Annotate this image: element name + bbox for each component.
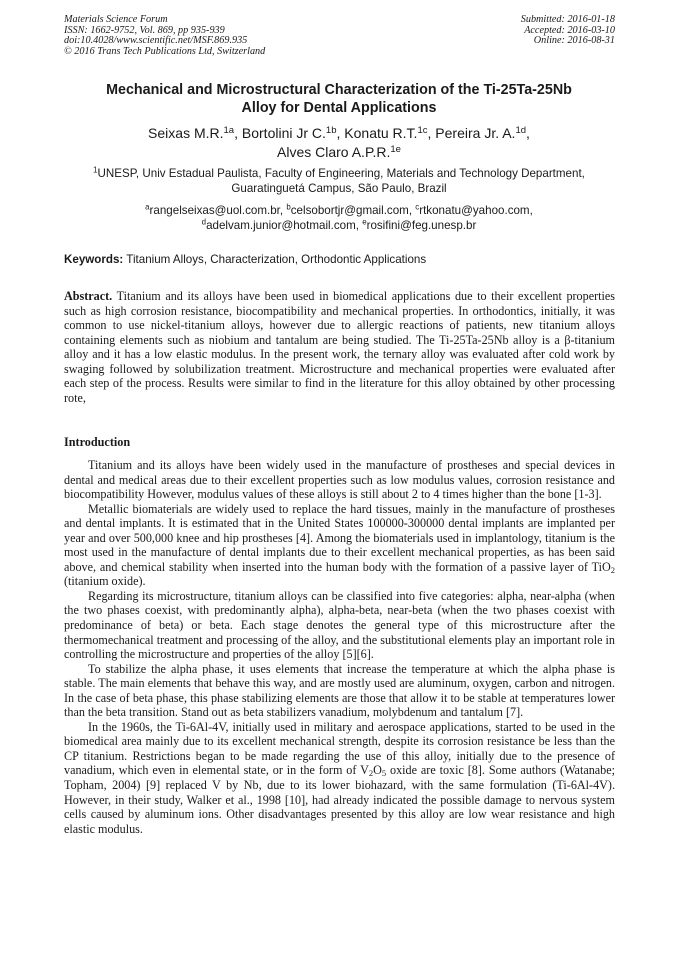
author-marker: 1b [325, 124, 337, 136]
abstract-text: Titanium and its alloys have been used in biomedical applications due to their excellent properties such as high corrosion resistance, biocompatibility and mechanical properties. In orthodontics, initially, it was common to use nickel-titanium alloys, however due to allergic reactions of patients, new titanium alloys containing elements such as niobium and tantalum are being studied. The Ti-25Ta-25Nb alloy is a β-titanium alloy and it has a low elastic modulus. In the present work, the ternary alloy was evaluated after cold work by swaging followed by solubilization treatment. Microstructure and mechanical properties were evaluated after each step of the process. Results were similar to find in the literature for this alloy obtained by other processing rote, [64, 289, 615, 405]
author-marker: 1d [515, 124, 527, 136]
journal-info [64, 15, 265, 57]
author-name: Seixas M.R. [148, 125, 224, 141]
email-separator: , [355, 219, 363, 232]
author-name: Alves Claro A.P.R. [277, 144, 391, 160]
author-name: Pereira Jr. A. [435, 125, 516, 141]
affiliation-line: Guaratinguetá Campus, São Paulo, Brazil [231, 182, 447, 195]
journal-copyright: © 2016 Trans Tech Publications Ltd, Switzerland [64, 45, 266, 57]
paper-title [64, 81, 614, 117]
paragraph-text: oxide are toxic [8]. Some authors (Watanabe; Topham, 2004) [9] replaced V by Nb, due to its lower biohazard, with the same formulation (Ti-6Al-4V). However, in their study, Walker et al., 1998 [10], had already indicated the possible damage to nervous system cells caused by aluminum ions. Other disadvantages presented by this alloy are low wear resistance and high elastic modulus. [64, 763, 615, 836]
affiliation-marker: 1 [93, 165, 98, 175]
subscript: 5 [381, 768, 387, 779]
journal-issn: ISSN: 1662-9752, Vol. 869, pp 935-939 [64, 24, 225, 36]
paper-title-line: Alloy for Dental Applications [241, 100, 437, 116]
submission-dates [521, 15, 615, 47]
email-address: rangelseixas@uol.com.br [149, 204, 280, 217]
paragraph [64, 720, 615, 836]
author-line [64, 124, 614, 143]
author-list [64, 124, 614, 162]
accepted-date: Accepted: 2016-03-10 [524, 24, 615, 36]
email-marker: d [201, 217, 207, 227]
author-name: Konatu R.T. [344, 125, 418, 141]
author-line [64, 143, 614, 162]
online-date: Online: 2016-08-31 [533, 35, 615, 47]
author-name: Bortolini Jr C. [241, 125, 326, 141]
journal-name: Materials Science Forum [64, 14, 168, 25]
email-separator: , [408, 204, 416, 217]
email-address: celsobortjr@gmail.com [290, 204, 409, 217]
section-heading-introduction: Introduction [64, 435, 131, 449]
abstract [64, 289, 615, 405]
author-separator: , [234, 125, 242, 141]
email-marker: c [415, 202, 420, 212]
paragraph [64, 502, 615, 589]
email-separator: , [529, 204, 533, 217]
email-address: rosifini@feg.unesp.br [366, 219, 477, 232]
subscript: 2 [610, 564, 615, 575]
email-address: rtkonatu@yahoo.com [419, 204, 530, 217]
email-line [64, 203, 614, 218]
paragraph-text: Metallic biomaterials are widely used to replace the hard tissues, mainly in the manufacture of prostheses and dental implants. It is estimated that in the United States 100000-300000 dental implants are implanted per year and over 500,000 knee and hip prostheses [4]. Among the biomaterials used in implantology, titanium is the most used in the manufacture of dental implants due to their excellent mechanical properties, as has been said above, and chemical stability when inserted into the human body with the formation of a passive layer of TiO [64, 501, 615, 574]
paper-title-line: Mechanical and Microstructural Characterization of the Ti-25Ta-25Nb [106, 82, 572, 98]
paragraph: Titanium and its alloys have been widely used in the manufacture of prostheses and special devices in dental and medical areas due to their excellent properties such as low modulus values, corrosion resistance and biocompatibility However, modulus values of these alloys is still about 2 to 4 times higher than the bone [1-3]. [64, 458, 615, 502]
email-marker: b [286, 202, 291, 212]
email-marker: e [362, 217, 367, 227]
email-line [64, 218, 614, 233]
author-marker: 1a [223, 124, 235, 136]
paragraph-text: (titanium oxide). [64, 574, 146, 589]
paragraph-text: In the 1960s, the Ti-6Al-4V, initially used in military and aerospace applications, started to be used in the biomedical area mainly due to its excellent mechanical strength, despite its corrosion resistance be less than the CP titanium. Restrictions began to be made regarding the use of this alloy, initially due to the presence of vanadium, which even in elemental state, or in the form of V [64, 719, 615, 778]
author-emails [64, 203, 614, 233]
author-separator: , [427, 125, 436, 141]
affiliation-text: UNESP, Univ Estadual Paulista, Faculty of Engineering, Materials and Technology Department, [97, 167, 585, 180]
keywords-label: Keywords: [64, 253, 124, 266]
paragraph-text: O [373, 763, 382, 778]
email-separator: , [279, 204, 287, 217]
keywords-text: Titanium Alloys, Characterization, Orthodontic Applications [126, 253, 427, 266]
journal-doi: doi:10.4028/www.scientific.net/MSF.869.935 [64, 35, 248, 47]
introduction-body [64, 458, 615, 836]
author-separator: , [336, 125, 345, 141]
paragraph: Regarding its microstructure, titanium alloys can be classified into five categories: alpha, near-alpha (when the two phases coexist, with predominantly alpha), alpha-beta, near-beta (when the two phases coexist with predominance of beta) or beta. Each stage denotes the general type of this microstructure after the thermomechanical treatment and processing of the alloy, and the substitutional elements play an important role in controlling the microstructure and properties of the alloy [5][6]. [64, 588, 615, 662]
affiliation [64, 166, 614, 196]
author-separator: , [526, 125, 530, 141]
email-marker: a [145, 202, 150, 212]
author-marker: 1e [390, 143, 401, 155]
keywords [64, 252, 426, 267]
abstract-label: Abstract. [64, 289, 113, 303]
subscript: 2 [368, 768, 374, 779]
author-marker: 1c [417, 124, 428, 136]
affiliation-line [64, 166, 614, 181]
email-address: adelvam.junior@hotmail.com [206, 219, 356, 232]
submitted-date: Submitted: 2016-01-18 [520, 14, 615, 25]
paragraph: To stabilize the alpha phase, it uses elements that increase the temperature at which the alpha phase is stable. The main elements that behave this way, and are mostly used are aluminum, oxygen, carbon and nitrogen. In the case of beta phase, this phase stabilizing elements are those that allow it to be stable at temperatures lower than the beta transition. Stand out as beta stabilizers vanadium, molybdenum and tantalum [7]. [64, 661, 615, 720]
